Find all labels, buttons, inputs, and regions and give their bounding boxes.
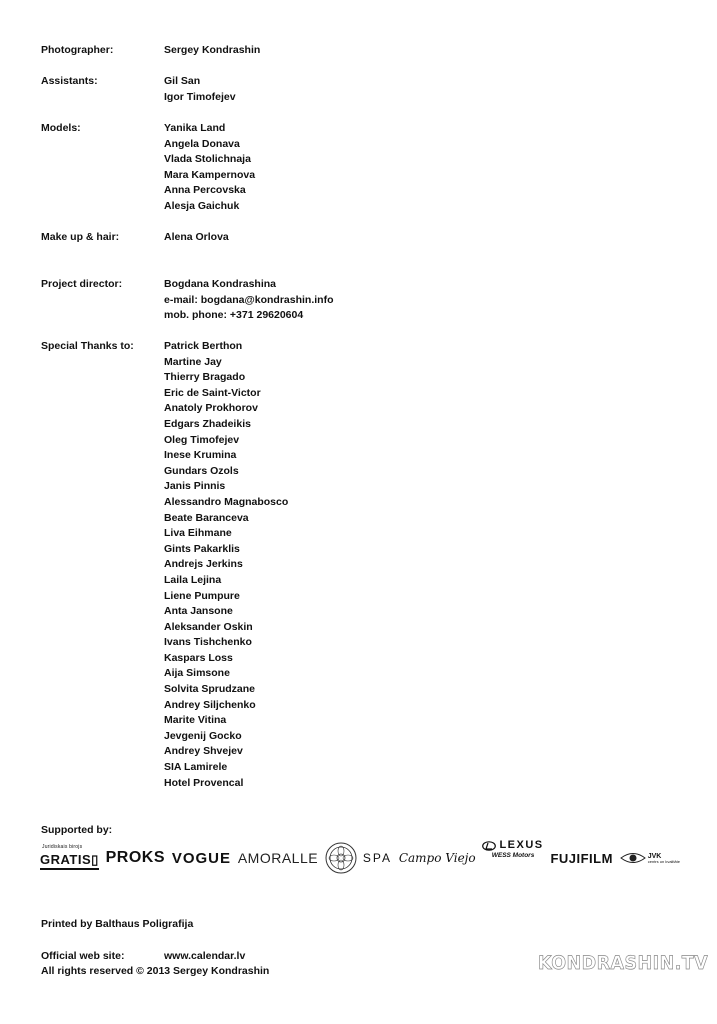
gratis-small-text: Juridiskais birojs bbox=[42, 844, 83, 850]
vogue-text: VOGUE bbox=[171, 849, 232, 867]
list-item: Jevgenij Gocko bbox=[164, 729, 242, 742]
proks-text: PROKS bbox=[105, 849, 166, 866]
assistants-names bbox=[164, 74, 236, 105]
list-item: Alesja Gaichuk bbox=[164, 199, 240, 212]
list-item: Gints Pakarklis bbox=[164, 542, 240, 555]
web-site-link[interactable]: www.calendar.lv bbox=[164, 950, 246, 962]
models-label: Models: bbox=[41, 122, 81, 134]
list-item: Beate Baranceva bbox=[164, 511, 249, 524]
lexus-text: LEXUS bbox=[499, 839, 544, 851]
list-item: Martine Jay bbox=[164, 355, 222, 368]
list-item: Andrey Shvejev bbox=[164, 745, 243, 758]
spa-logo bbox=[325, 840, 392, 876]
list-item: Janis Pinnis bbox=[164, 480, 226, 493]
vogue-logo bbox=[172, 840, 231, 876]
models-names bbox=[164, 121, 255, 215]
list-item: Alena Orlova bbox=[164, 231, 229, 243]
list-item: SIA Lamirele bbox=[164, 761, 228, 774]
makeup-names bbox=[164, 230, 229, 246]
fujifilm-text: FUJIFILM bbox=[550, 850, 613, 866]
list-item: Anta Jansone bbox=[164, 605, 233, 618]
assistants-label: Assistants: bbox=[41, 75, 98, 87]
lexus-logo bbox=[482, 840, 543, 876]
printed-by-text: Printed by Balthaus Poligrafija bbox=[41, 918, 194, 930]
spa-text: SPA bbox=[362, 851, 393, 865]
list-item: Liene Pumpure bbox=[164, 589, 240, 602]
gratis-text: GRATIS bbox=[40, 852, 92, 867]
list-item: Gil San bbox=[164, 75, 201, 87]
amoralle-logo bbox=[238, 840, 318, 876]
list-item: Kaspars Loss bbox=[164, 651, 233, 664]
photographer-names bbox=[164, 43, 260, 59]
special-thanks-names bbox=[164, 339, 288, 791]
gratis-logo: Juridiskais birojs GRATIS▯ bbox=[40, 840, 99, 876]
supported-by-label: Supported by: bbox=[41, 824, 113, 836]
list-item: Oleg Timofejev bbox=[164, 433, 240, 446]
lexus-emblem-icon bbox=[482, 841, 496, 851]
list-item: Edgars Zhadeikis bbox=[164, 417, 251, 430]
list-item: Angela Donava bbox=[164, 137, 240, 150]
sponsor-logos bbox=[40, 840, 680, 876]
list-item: Aleksander Oskin bbox=[164, 620, 253, 633]
list-item: mob. phone: +371 29620604 bbox=[164, 309, 304, 322]
list-item: Andrejs Jerkins bbox=[164, 558, 243, 571]
makeup-label: Make up & hair: bbox=[41, 231, 120, 243]
jvk-small-text: centrs un kvalitāte bbox=[647, 858, 680, 864]
fujifilm-logo bbox=[550, 840, 613, 876]
list-item: Gundars Ozols bbox=[164, 464, 239, 477]
list-item: Sergey Kondrashin bbox=[164, 44, 261, 56]
list-item: Inese Krumina bbox=[164, 449, 237, 462]
campo-viejo-logo bbox=[399, 840, 476, 876]
list-item: Patrick Berthon bbox=[164, 340, 243, 352]
kondrashin-watermark: KONDRASHIN.TV bbox=[538, 952, 709, 974]
project-director-lines bbox=[164, 277, 334, 324]
list-item: Mara Kampernova bbox=[164, 168, 256, 181]
list-item: Marite Vitina bbox=[164, 714, 227, 727]
list-item: Ivans Tishchenko bbox=[164, 636, 252, 649]
special-thanks-label: Special Thanks to: bbox=[41, 340, 134, 352]
jvk-logo bbox=[620, 840, 680, 876]
campo-viejo-text: Campo Viejo bbox=[398, 851, 476, 865]
list-item: Yanika Land bbox=[164, 122, 226, 134]
list-item: Igor Timofejev bbox=[164, 90, 236, 103]
list-item: Thierry Bragado bbox=[164, 371, 246, 384]
list-item: Solvita Sprudzane bbox=[164, 683, 256, 696]
list-item: Anna Percovska bbox=[164, 184, 246, 197]
eye-icon bbox=[620, 851, 646, 865]
list-item: Andrey Siljchenko bbox=[164, 698, 256, 711]
jvk-text: JVK bbox=[647, 852, 662, 860]
list-item: Alessandro Magnabosco bbox=[164, 495, 289, 508]
photographer-label: Photographer: bbox=[41, 44, 114, 56]
list-item: Bogdana Kondrashina bbox=[164, 278, 277, 290]
list-item: Laila Lejina bbox=[164, 573, 222, 586]
wess-motors-text: WESS Motors bbox=[491, 852, 535, 859]
list-item: e-mail: bogdana@kondrashin.info bbox=[164, 293, 334, 306]
list-item: Liva Eihmane bbox=[164, 527, 232, 540]
list-item: Hotel Provencal bbox=[164, 776, 244, 789]
list-item: Anatoly Prokhorov bbox=[164, 402, 258, 415]
list-item: Aija Simsone bbox=[164, 667, 230, 680]
spa-emblem-icon bbox=[325, 842, 357, 874]
amoralle-text: AMORALLE bbox=[237, 850, 319, 866]
project-director-label: Project director: bbox=[41, 278, 123, 290]
list-item: Eric de Saint-Victor bbox=[164, 386, 261, 399]
rights-text: All rights reserved © 2013 Sergey Kondrashin bbox=[41, 965, 270, 977]
web-site-label: Official web site: bbox=[41, 950, 125, 962]
list-item: Vlada Stolichnaja bbox=[164, 153, 251, 166]
proks-logo bbox=[106, 840, 165, 876]
